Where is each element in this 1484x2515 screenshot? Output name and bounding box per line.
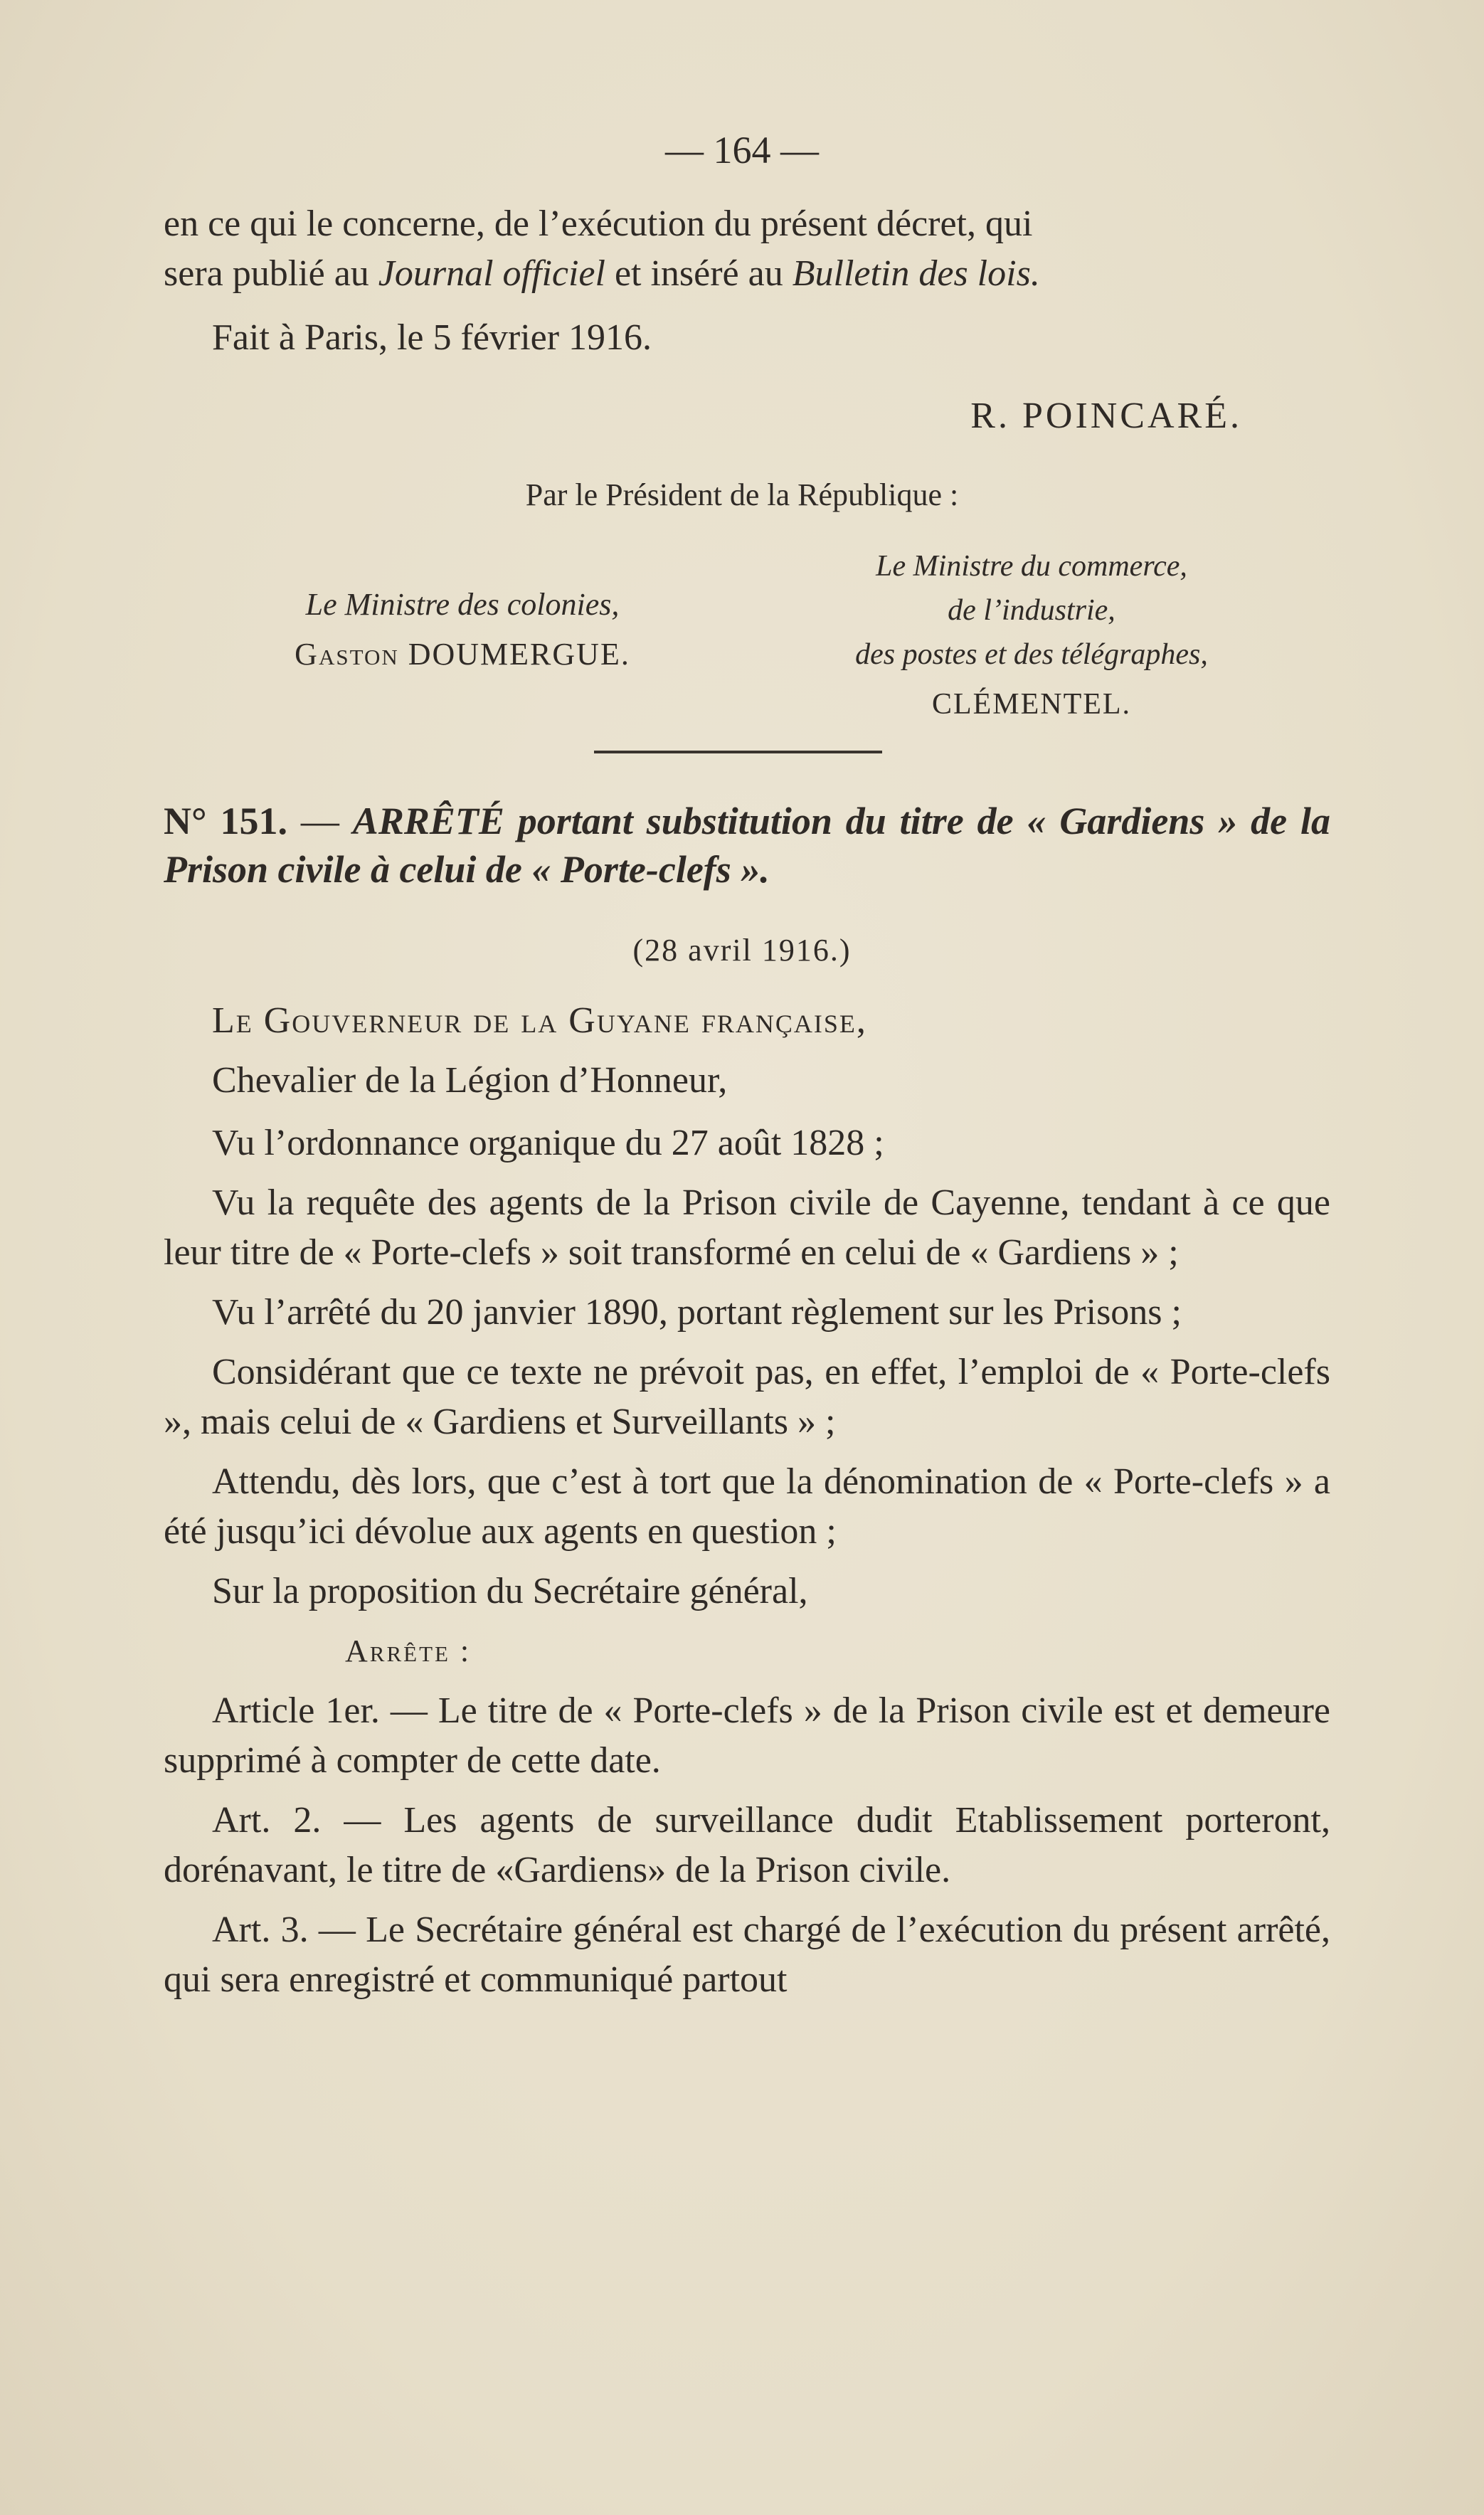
decree-title-rest: portant substitution du titre de « Gardiens » de la Prison civile à celui de « Porte-clefs ». xyxy=(164,800,1331,891)
minister-commerce-name: CLÉMENTEL. xyxy=(931,688,1132,721)
decree-dash: — xyxy=(287,800,353,842)
page-number: — 164 — xyxy=(665,129,819,171)
decree-number: N° 151. xyxy=(164,800,287,842)
minister-commerce-line-2: de l’industrie, xyxy=(948,594,1115,627)
article-2: Art. 2. — Les agents de surveillance dudit Etablissement porteront, dorénavant, le titre de «Gardiens» de la Prison civile. xyxy=(164,1800,1330,1890)
top-paragraph-line-2 xyxy=(164,249,1330,299)
minister-colonies-title: Le Ministre des colonies, xyxy=(305,587,620,622)
considerant: Considérant que ce texte ne prévoit pas, en effet, l’emploi de « Porte-clefs », mais celui de « Gardiens et Surveillants » ; xyxy=(164,1352,1330,1442)
arrete-label: Arrête : xyxy=(345,1634,472,1668)
line2-mid: et inséré au xyxy=(605,253,793,294)
decree-title-word: ARRÊTÉ xyxy=(352,800,504,842)
minister-colonies-name: Gaston DOUMERGUE. xyxy=(295,637,630,672)
vu-requete: Vu la requête des agents de la Prison civile de Cayenne, tendant à ce que leur titre de « Porte-clefs » soit transformé en celui de « Gardiens » ; xyxy=(164,1182,1330,1273)
decree-heading xyxy=(164,797,1330,894)
decree-date: (28 avril 1916.) xyxy=(632,933,852,968)
article-3: Art. 3. — Le Secrétaire général est chargé de l’exécution du présent arrêté, qui sera enregistré et communiqué partout xyxy=(164,1910,1330,2000)
line2-prefix: sera publié au xyxy=(164,253,378,294)
decree-body xyxy=(164,996,1330,2015)
vu-ordonnance: Vu l’ordonnance organique du 27 août 1828 ; xyxy=(212,1123,884,1163)
section-divider xyxy=(594,751,882,753)
attendu: Attendu, dès lors, que c’est à tort que la dénomination de « Porte-clefs » a été jusqu’ici dévolue aux agents en question ; xyxy=(164,1461,1330,1552)
minister-colonies-block xyxy=(249,580,676,679)
vu-arrete-1890: Vu l’arrêté du 20 janvier 1890, portant règlement sur les Prisons ; xyxy=(212,1292,1182,1333)
bulletin-des-lois-italic: Bulletin des lois. xyxy=(792,253,1040,294)
article-1: Article 1er. — Le titre de « Porte-clefs » de la Prison civile est et demeure supprimé à compter de cette date. xyxy=(164,1690,1330,1781)
by-president-line: Par le Président de la République : xyxy=(525,477,959,512)
governor-line: Le Gouverneur de la Guyane française, xyxy=(212,1000,867,1041)
top-paragraph-line-1: en ce qui le concerne, de l’exécution du présent décret, qui xyxy=(164,203,1033,244)
minister-commerce-line-1: Le Ministre du commerce, xyxy=(876,550,1187,583)
knight-line: Chevalier de la Légion d’Honneur, xyxy=(212,1060,728,1101)
minister-commerce-block xyxy=(783,544,1281,726)
signature-poincare: R. POINCARÉ. xyxy=(970,396,1242,436)
sur-la-proposition: Sur la proposition du Secrétaire général, xyxy=(212,1571,808,1611)
top-paragraph xyxy=(164,199,1330,363)
dateline: Fait à Paris, le 5 février 1916. xyxy=(212,317,652,358)
journal-officiel-italic: Journal officiel xyxy=(378,253,605,294)
minister-commerce-line-3: des postes et des télégraphes, xyxy=(855,638,1208,671)
